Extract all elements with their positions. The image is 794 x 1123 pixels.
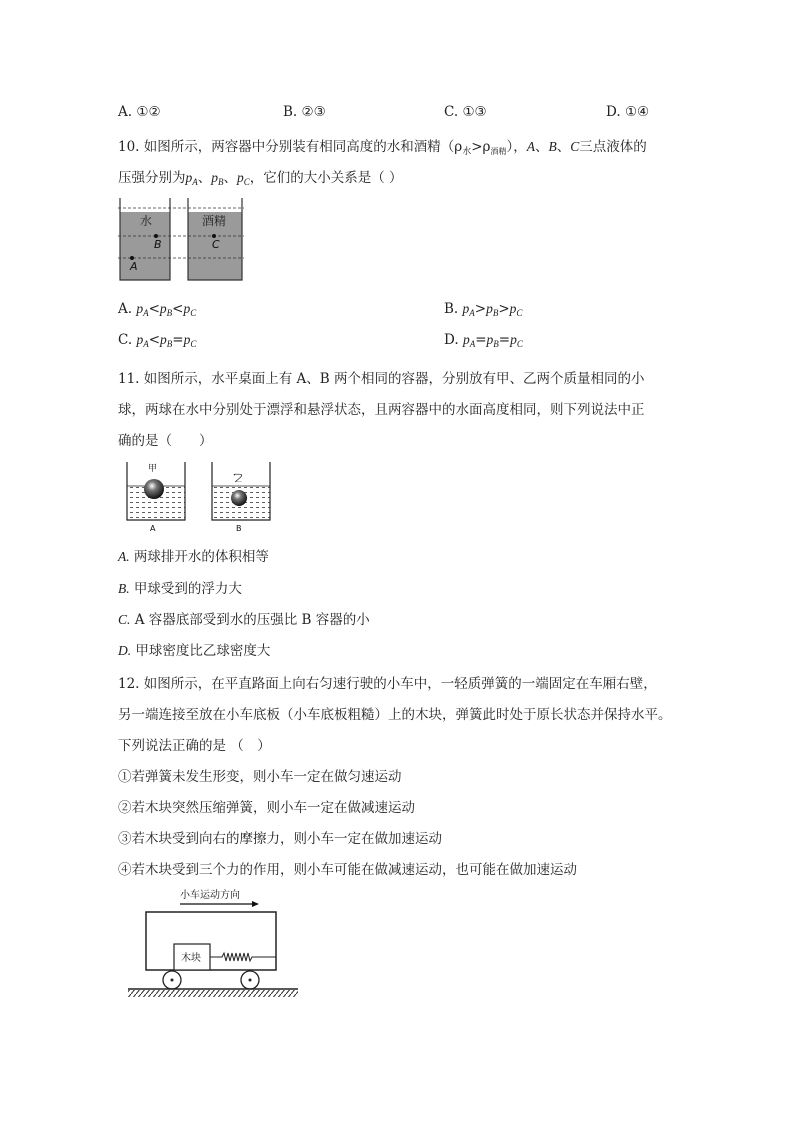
q9-option-d[interactable]: D. ①④ — [606, 104, 650, 120]
q10-option-c[interactable]: C. $p_A<p_B=p_C$ — [118, 332, 197, 349]
q10-stem-line1: 10. 如图所示，两容器中分别装有相同高度的水和酒精$(\rho_水>\rho_{酒精})$，A、B、C三点液体的 — [118, 139, 647, 157]
q10-stem-line2: 压强分别为$p_A$、$p_B$、$p_C$，它们的大小关系是（ ） — [118, 170, 403, 187]
cart-body — [146, 912, 276, 970]
wooden-block-label: 木块 — [181, 953, 201, 964]
spring — [210, 953, 276, 961]
q11-stem-line3: 确的是（ ） — [118, 433, 213, 449]
q11-option-a[interactable]: A. 两球排开水的体积相等 — [118, 549, 269, 565]
q11-stem-line2: 球，两球在水中分别处于漂浮和悬浮状态，且两容器中的水面高度相同，则下列说法中正 — [118, 402, 645, 418]
q10-option-d[interactable]: D. $p_A=p_B=p_C$ — [444, 332, 523, 349]
q12-stem-line3: 下列说法正确的是 （ ） — [118, 738, 271, 754]
q12-stem-line2: 另一端连接至放在小车底板（小车底板粗糙）上的木块，弹簧此时处于原长状态并保持水平。 — [118, 707, 672, 723]
point-a-label: A — [130, 260, 138, 273]
q9-option-b[interactable]: B. ②③ — [283, 104, 326, 120]
alcohol-label: 酒精 — [202, 214, 227, 228]
water-label: 水 — [140, 214, 153, 228]
point-b-label: B — [154, 238, 162, 251]
ground-hatching — [128, 990, 298, 997]
q12-stem-line1: 12. 如图所示，在平直路面上向右匀速行驶的小车中，一轻质弹簧的一端固定在车厢右壁， — [118, 676, 657, 692]
ball-jia — [144, 479, 164, 499]
q11-stem-line1: 11. 如图所示，水平桌面上有 A、B 两个相同的容器，分别放有甲、乙两个质量相同的小 — [118, 371, 645, 387]
cup-b-label: B — [236, 524, 242, 533]
q10-option-a[interactable]: A. $p_A<p_B<p_C$ — [118, 301, 197, 318]
ball-jia-label: 甲 — [148, 464, 158, 474]
q11-cups-figure — [124, 460, 274, 532]
q10-option-b[interactable]: B. $p_A>p_B>p_C$ — [444, 301, 523, 318]
q12-cart-figure — [126, 886, 302, 1002]
q10-containers-figure — [118, 196, 246, 284]
cup-a-label: A — [150, 524, 156, 533]
q12-statement-2[interactable]: ②若木块突然压缩弹簧，则小车一定在做减速运动 — [118, 800, 415, 816]
arrow-head-icon — [252, 901, 259, 907]
q12-statement-1[interactable]: ①若弹簧未发生形变，则小车一定在做匀速运动 — [118, 769, 402, 785]
q11-option-d[interactable]: D. 甲球密度比乙球密度大 — [118, 643, 271, 659]
q11-option-c[interactable]: C. A 容器底部受到水的压强比 B 容器的小 — [118, 612, 370, 628]
ball-yi-label: 乙 — [233, 471, 243, 482]
q12-statement-3[interactable]: ③若木块受到向右的摩擦力，则小车一定在做加速运动 — [118, 831, 442, 847]
q11-option-b[interactable]: B. 甲球受到的浮力大 — [118, 581, 242, 597]
q12-statement-4[interactable]: ④若木块受到三个力的作用，则小车可能在做减速运动，也可能在做加速运动 — [118, 862, 577, 878]
q9-option-a[interactable]: A. ①② — [118, 104, 161, 120]
q9-option-c[interactable]: C. ①③ — [444, 104, 487, 120]
ball-yi — [231, 490, 247, 506]
motion-direction-label: 小车运动方向 — [180, 890, 240, 901]
point-c-label: C — [212, 238, 220, 251]
